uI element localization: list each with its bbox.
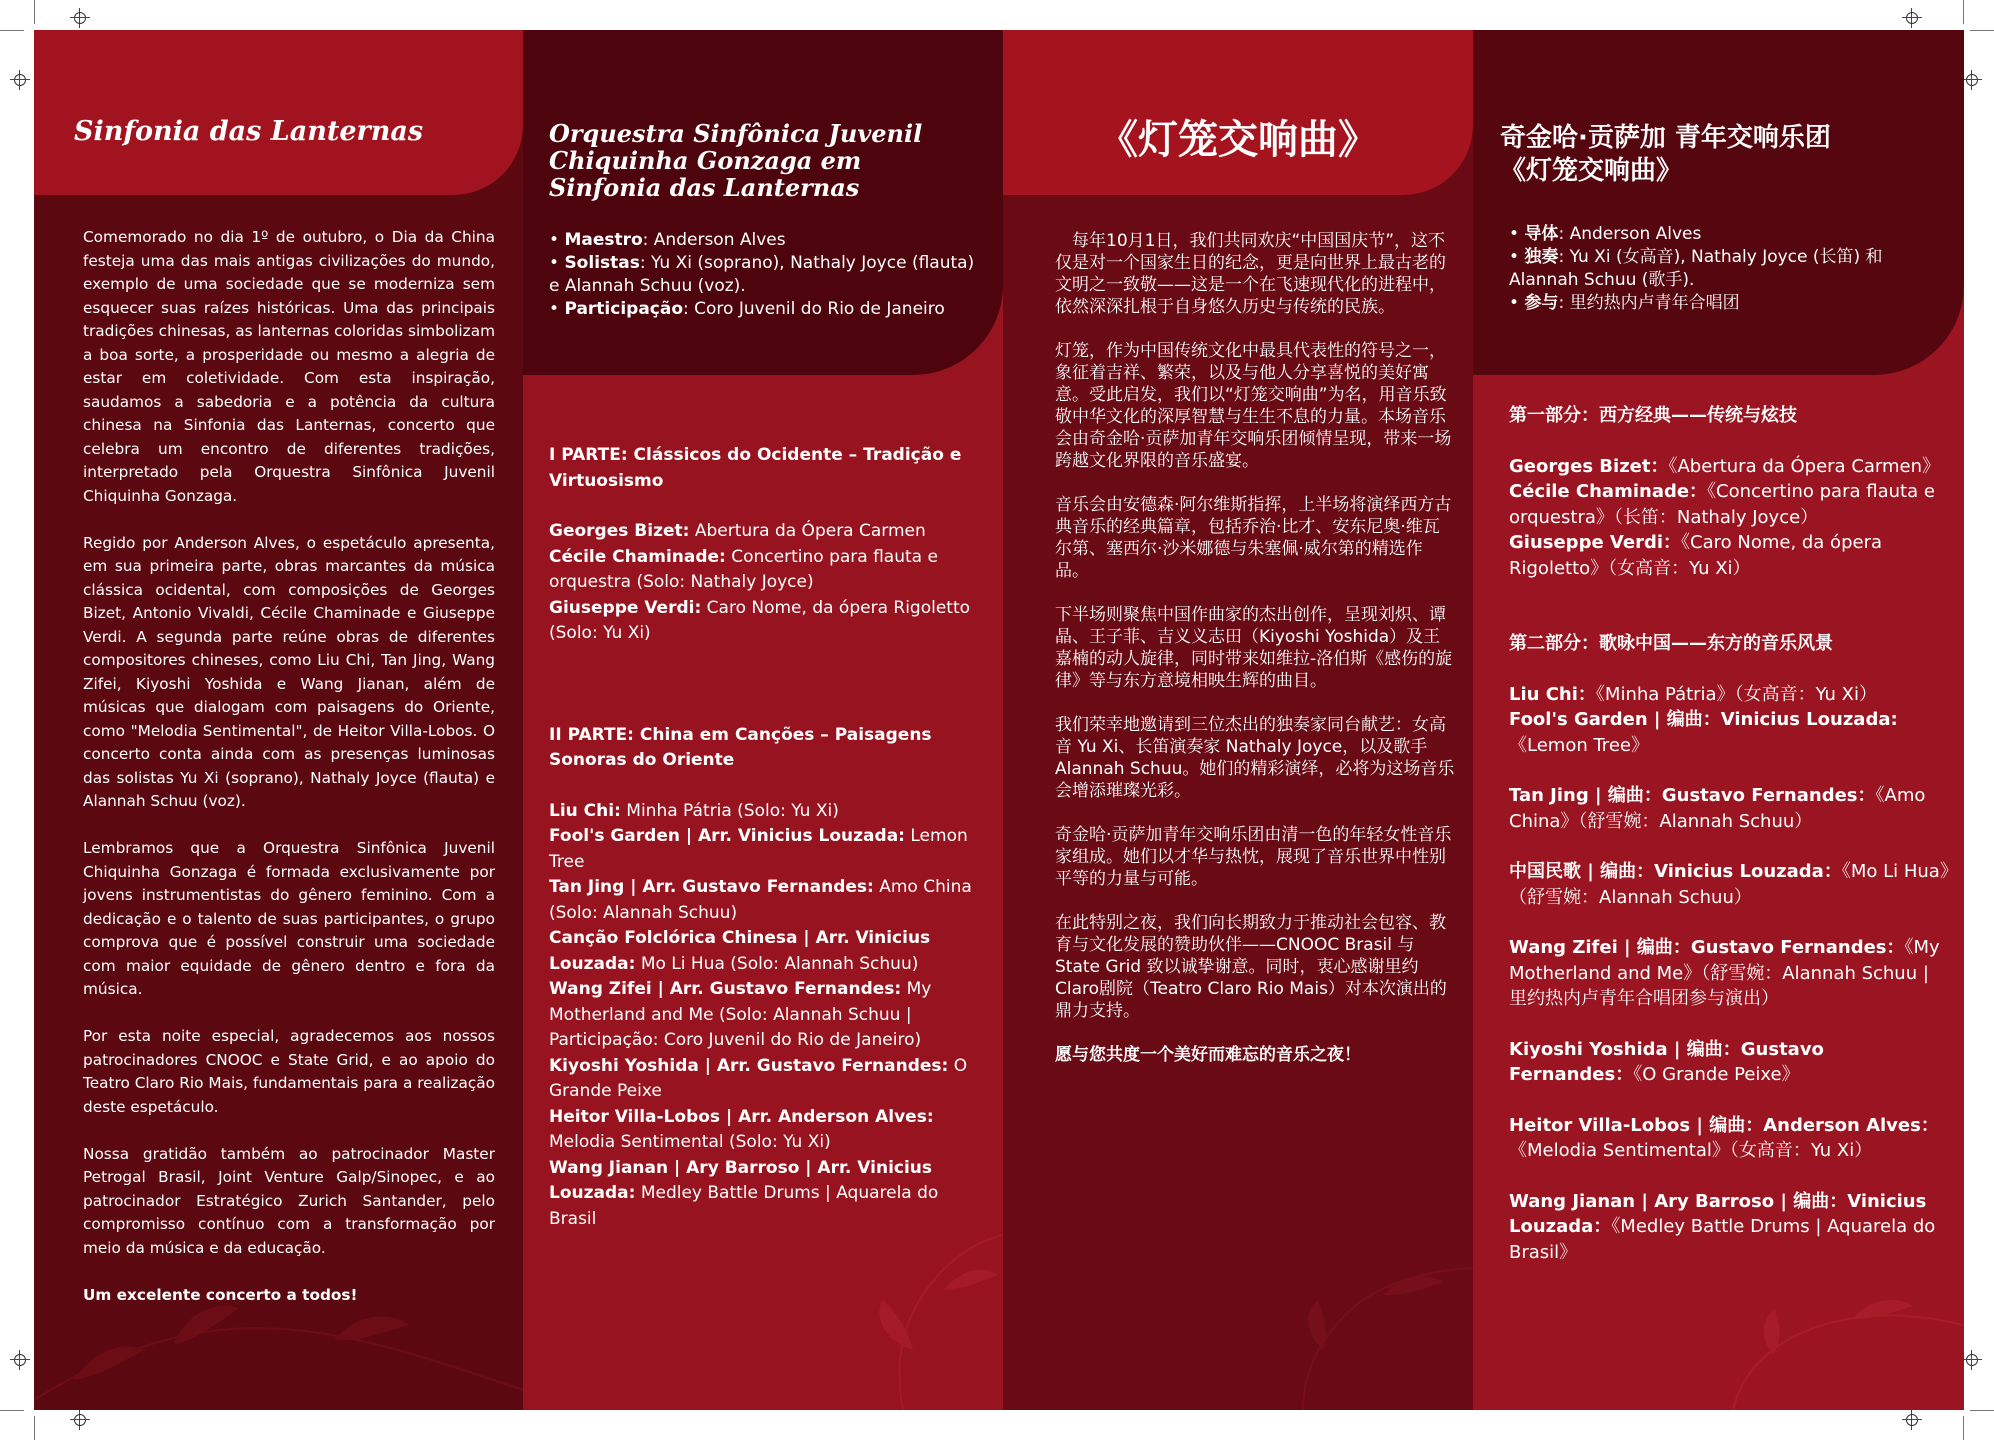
work: Medley Battle Drums | Aquarela do Brasil [549, 1183, 939, 1229]
paragraph: 我们荣幸地邀请到三位杰出的独奏家同台献艺：女高音 Yu Xi、长笛演奏家 Nathaly Joyce，以及歌手 Alannah Schuu。她们的精彩演绎，必将为这场音乐会增添璀璨光彩。 [1055, 715, 1455, 801]
work: Concertino para flauta e orquestra (Solo: Nathaly Joyce) [549, 546, 938, 592]
floral-leaf-icon [1473, 1150, 1964, 1410]
credits-list [1509, 223, 1949, 315]
composer: Giuseppe Verdi: [549, 597, 702, 618]
composer: Giuseppe Verdi： [1509, 532, 1682, 553]
brochure-sheet [34, 30, 1964, 1410]
composer: Fool's Garden | Arr. Vinicius Louzada: [549, 826, 905, 846]
credit-item: • Maestro: Anderson Alves [549, 230, 786, 250]
registration-mark-icon [1962, 1350, 1982, 1370]
composer: Wang Jianan | Ary Barroso | Arr. Vinicius Louzada: [549, 1157, 933, 1203]
crop-mark [1970, 1410, 1994, 1411]
work: 《Mo Li Hua》（舒雪婉：Alannah Schuu） [1509, 861, 1949, 908]
work: Abertura da Ópera Carmen [689, 521, 926, 541]
program-item [1509, 935, 1949, 1012]
work: 《Minha Pátria》（女高音：Yu Xi） [1595, 683, 1877, 705]
composer: Cécile Chaminade： [1509, 481, 1708, 502]
intro-text [1055, 230, 1455, 1088]
paragraph: Comemorado no dia 1º de outubro, o Dia da China festeja uma das mais antigas civilizações do mundo, exemplo de uma sociedade que se moderniza sem esquecer suas raízes históricas. Uma das principais tradições chinesas, as lanternas coloridas simbolizam a boa sorte, a prosperidade ou mesmo a alegria de estar em coletividade. Com esta inspiração, saudamos a sabedoria e a potência da cultura chinesa na Sinfonia das Lanternas, concerto que celebra um encontro de diferentes tradições, interpretado pela Orquestra Sinfônica Juvenil Chiquinha Gonzaga. [83, 228, 495, 505]
program-item [1509, 454, 1949, 480]
composer: Liu Chi： [1509, 683, 1596, 705]
crop-mark [0, 30, 24, 31]
credit-item: • 独奏: Yu Xi (女高音), Nathaly Joyce (长笛) 和 Alannah Schuu (歌手). [1509, 247, 1883, 290]
paragraph: 奇金哈·贡萨加青年交响乐团由清一色的年轻女性音乐家组成。她们以才华与热忱，展现了音乐世界中性别平等的力量与可能。 [1055, 825, 1452, 889]
composer: Georges Bizet: [549, 521, 690, 541]
panel-portuguese-intro [34, 30, 523, 1410]
composer: Tan Jing | Arr. Gustavo Fernandes: [549, 877, 874, 897]
composer: Tan Jing | 编曲：Gustavo Fernandes： [1509, 785, 1876, 806]
panel-header [1473, 30, 1964, 375]
credit-value: : Anderson Alves [1558, 224, 1702, 244]
paragraph: 下半场则聚焦中国作曲家的杰出创作，呈现刘炽、谭晶、王子菲、吉义义志田（Kiyoshi Yoshida）及王嘉楠的动人旋律，同时带来如维拉-洛伯斯《感伤的旋律》等与东方意境相映生辉的曲目。 [1055, 605, 1453, 691]
registration-mark-icon [1902, 1410, 1922, 1430]
panel-title: Sinfonia das Lanternas [74, 116, 424, 147]
registration-mark-icon [70, 8, 90, 28]
credit-item: • Participação: Coro Juvenil do Rio de Janeiro [549, 299, 945, 319]
paragraph: Nossa gratidão também ao patrocinador Master Petrogal Brasil, Joint Venture Galp/Sinopec, e ao patrocinador Estratégico Zurich Santander, pelo compromisso contínuo com a transformação por meio da música e da educação. [83, 1144, 495, 1257]
floral-leaf-icon [34, 1150, 523, 1410]
work: 《Caro Nome, da ópera Rigoletto》（女高音：Yu Xi） [1509, 532, 1883, 579]
paragraph: 音乐会由安德森·阿尔维斯指挥，上半场将演绎西方古典音乐的经典篇章，包括乔治·比才、安东尼奥·维瓦尔第、塞西尔·沙米娜德与朱塞佩·威尔第的精选作品。 [1055, 495, 1452, 581]
title-line: 奇金哈·贡萨加 青年交响乐团 [1500, 123, 1831, 153]
credit-label: 参与 [1524, 293, 1559, 313]
paragraph: 灯笼，作为中国传统文化中最具代表性的符号之一，象征着吉祥、繁荣，以及与他人分享喜悦的美好寓意。受此启发，我们以“灯笼交响曲”为名，用音乐致敬中华文化的深厚智慧与生生不息的力量。本场音乐会由奇金哈·贡萨加青年交响乐团倾情呈现，带来一场跨越文化界限的音乐盛宴。 [1055, 341, 1452, 471]
program-item [1509, 530, 1949, 581]
composer: Cécile Chaminade: [549, 546, 726, 567]
credit-value: : Coro Juvenil do Rio de Janeiro [683, 299, 945, 319]
crop-mark [1963, 1416, 1964, 1440]
work: Amo China (Solo: Alannah Schuu) [549, 877, 972, 923]
crop-mark [34, 1416, 35, 1440]
floral-leaf-icon [523, 1150, 1003, 1410]
composer: Wang Jianan | Ary Barroso | 编曲：Vinicius Louzada： [1509, 1190, 1927, 1237]
program-item [549, 977, 989, 1054]
panel-header [523, 30, 1003, 375]
program-item [549, 1105, 989, 1156]
credits-list [549, 229, 989, 321]
composer: Kiyoshi Yoshida | 编曲：Gustavo Fernandes： [1509, 1038, 1824, 1085]
crop-mark [1963, 0, 1964, 24]
composer: Wang Zifei | Arr. Gustavo Fernandes: [549, 979, 902, 999]
closing-line: Um excelente concerto a todos! [83, 1285, 358, 1304]
program-item [549, 799, 989, 825]
panel-header [1003, 30, 1473, 195]
title-line: Orquestra Sinfônica Juvenil [549, 119, 923, 148]
composer: 中国民歌 | 编曲：Vinicius Louzada： [1509, 861, 1842, 882]
program-item [549, 596, 989, 647]
registration-mark-icon [10, 70, 30, 90]
panel-title [1500, 122, 1940, 188]
program-item [549, 1054, 989, 1105]
work: 《Medley Battle Drums | Aquarela do Brasil》 [1509, 1216, 1936, 1263]
registration-mark-icon [1902, 8, 1922, 28]
part-heading: 第二部分：歌咏中国——东方的音乐风景 [1509, 633, 1833, 654]
program-list [549, 443, 989, 1232]
credit-value: : Yu Xi (女高音), Nathaly Joyce (长笛) 和 Alannah Schuu (歌手). [1509, 247, 1883, 290]
work: 《Abertura da Ópera Carmen》 [1668, 455, 1941, 477]
registration-mark-icon [70, 1410, 90, 1430]
work: Lemon Tree [549, 826, 968, 872]
work: 《Melodia Sentimental》（女高音：Yu Xi） [1509, 1140, 1873, 1161]
paragraph: 每年10月1日，我们共同欢庆“中国国庆节”，这不仅是对一个国家生日的纪念，更是向世界上最古老的文明之一致敬——这是一个在飞速现代化的进程中，依然深深扎根于自身悠久历史与传统的民族。 [1055, 231, 1446, 317]
credit-label: Solistas [564, 253, 640, 273]
panel-header [34, 30, 523, 195]
credit-value: : 里约热内卢青年合唱团 [1558, 293, 1740, 313]
work: Melodia Sentimental (Solo: Yu Xi) [549, 1132, 831, 1152]
work: 《My Motherland and Me》（舒雪婉：Alannah Schuu | 里约热内卢青年合唱团参与演出） [1509, 937, 1940, 1009]
paragraph: Regido por Anderson Alves, o espetáculo apresenta, em sua primeira parte, obras marcantes da música clássica ocidental, com composições de Georges Bizet, Antonio Vivaldi, Cécile Chaminade e Giuseppe Verdi. A segunda parte reúne obras de diferentes compositores chineses, como Liu Chi, Tan Jing, Wang Zifei, Kiyoshi Yoshida e Wang Jianan, além de músicas que dialogam com paisagens do Oriente, como "Melodia Sentimental", de Heitor Villa-Lobos. O concerto conta ainda com as presenças luminosas das solistas Yu Xi (soprano), Nathaly Joyce (flauta) e Alannah Schuu (voz). [83, 533, 495, 810]
work: 《Amo China》（舒雪婉：Alannah Schuu） [1509, 785, 1926, 832]
panel-portuguese-program [523, 30, 1003, 1410]
panel-title [549, 120, 979, 201]
composer: Kiyoshi Yoshida | Arr. Gustavo Fernandes: [549, 1055, 949, 1076]
work: Minha Pátria (Solo: Yu Xi) [620, 800, 839, 821]
program-group [1509, 454, 1949, 582]
program-item [1509, 682, 1949, 759]
paragraph: Por esta noite especial, agradecemos aos nossos patrocinadores CNOOC e State Grid, e ao apoio do Teatro Claro Rio Mais, fundamentais para a realização deste espetáculo. [83, 1027, 495, 1116]
program-item [549, 824, 989, 875]
crop-mark [1970, 30, 1994, 31]
composer: Canção Folclórica Chinesa | Arr. Vinicius Louzada: [549, 928, 931, 974]
credit-item: • 参与: 里约热内卢青年合唱团 [1509, 293, 1740, 313]
registration-mark-icon [1962, 70, 1982, 90]
panel-chinese-program [1473, 30, 1964, 1410]
part-heading: I PARTE: Clássicos do Ocidente – Tradição e Virtuosismo [549, 445, 962, 491]
crop-mark [34, 0, 35, 24]
credit-item: • Solistas: Yu Xi (soprano), Nathaly Joyce (flauta) e Alannah Schuu (voz). [549, 253, 975, 296]
program-item [1509, 859, 1949, 910]
composer: Heitor Villa-Lobos | Arr. Anderson Alves: [549, 1106, 934, 1127]
panel-title: 《灯笼交响曲》 [1098, 117, 1378, 163]
program-item [1509, 783, 1949, 834]
title-line: Chiquinha Gonzaga em [549, 146, 862, 175]
program-item [549, 519, 989, 545]
work: My Motherland and Me (Solo: Alannah Schuu | Participação: Coro Juvenil do Rio de Janeiro) [549, 979, 932, 1050]
work: Mo Li Hua (Solo: Alannah Schuu) [635, 953, 919, 974]
program-item [1509, 479, 1949, 530]
work: 《Concertino para flauta e orquestra》（长笛：Nathaly Joyce） [1509, 481, 1935, 528]
paragraph: Lembramos que a Orquestra Sinfônica Juvenil Chiquinha Gonzaga é formada exclusivamente por jovens instrumentistas do gênero feminino. Com a dedicação e o talento de suas participantes, o grupo comprova que é possível construir uma sociedade com maior equidade de gênero dentro e fora da música. [83, 839, 495, 998]
credit-label: Maestro [564, 230, 643, 250]
composer: Georges Bizet： [1509, 455, 1669, 477]
work: 《O Grande Peixe》 [1633, 1064, 1800, 1085]
floral-leaf-icon [1003, 1150, 1473, 1410]
program-item [549, 875, 989, 926]
title-line: Sinfonia das Lanternas [549, 173, 860, 202]
program-item [1509, 1037, 1949, 1088]
credit-label: 导体 [1524, 224, 1559, 244]
program-item [549, 926, 989, 977]
work: O Grande Peixe [549, 1055, 968, 1101]
part-heading: 第一部分：西方经典——传统与炫技 [1509, 405, 1797, 426]
panel-chinese-intro [1003, 30, 1473, 1410]
composer: Heitor Villa-Lobos | 编曲：Anderson Alves： [1509, 1114, 1939, 1136]
composer: Liu Chi: [549, 800, 621, 821]
credit-item: • 导体: Anderson Alves [1509, 224, 1702, 244]
credit-label: Participação [564, 299, 684, 319]
credit-value: : Yu Xi (soprano), Nathaly Joyce (flauta) e Alannah Schuu (voz). [549, 253, 975, 296]
composer: Wang Zifei | 编曲：Gustavo Fernandes： [1509, 937, 1905, 958]
composer: Fool's Garden | 编曲：Vinicius Louzada: [1509, 709, 1898, 730]
work: 《Lemon Tree》 [1509, 734, 1649, 756]
title-line: 《灯笼交响曲》 [1500, 156, 1683, 186]
part-heading: II PARTE: China em Canções – Paisagens Sonoras do Oriente [549, 724, 932, 770]
registration-mark-icon [10, 1350, 30, 1370]
credit-label: 独奏 [1524, 247, 1559, 267]
work: Caro Nome, da ópera Rigoletto (Solo: Yu Xi) [549, 597, 971, 643]
paragraph: 在此特别之夜，我们向长期致力于推动社会包容、教育与文化发展的赞助伙伴——CNOOC Brasil 与 State Grid 致以诚挚谢意。同时，衷心感谢里约Claro剧院（Teatro Claro Rio Mais）对本次演出的鼎力支持。 [1055, 913, 1447, 1021]
credit-value: : Anderson Alves [642, 230, 786, 250]
program-item [549, 545, 989, 596]
closing-line: 愿与您共度一个美好而难忘的音乐之夜！ [1055, 1045, 1361, 1065]
crop-mark [0, 1410, 24, 1411]
